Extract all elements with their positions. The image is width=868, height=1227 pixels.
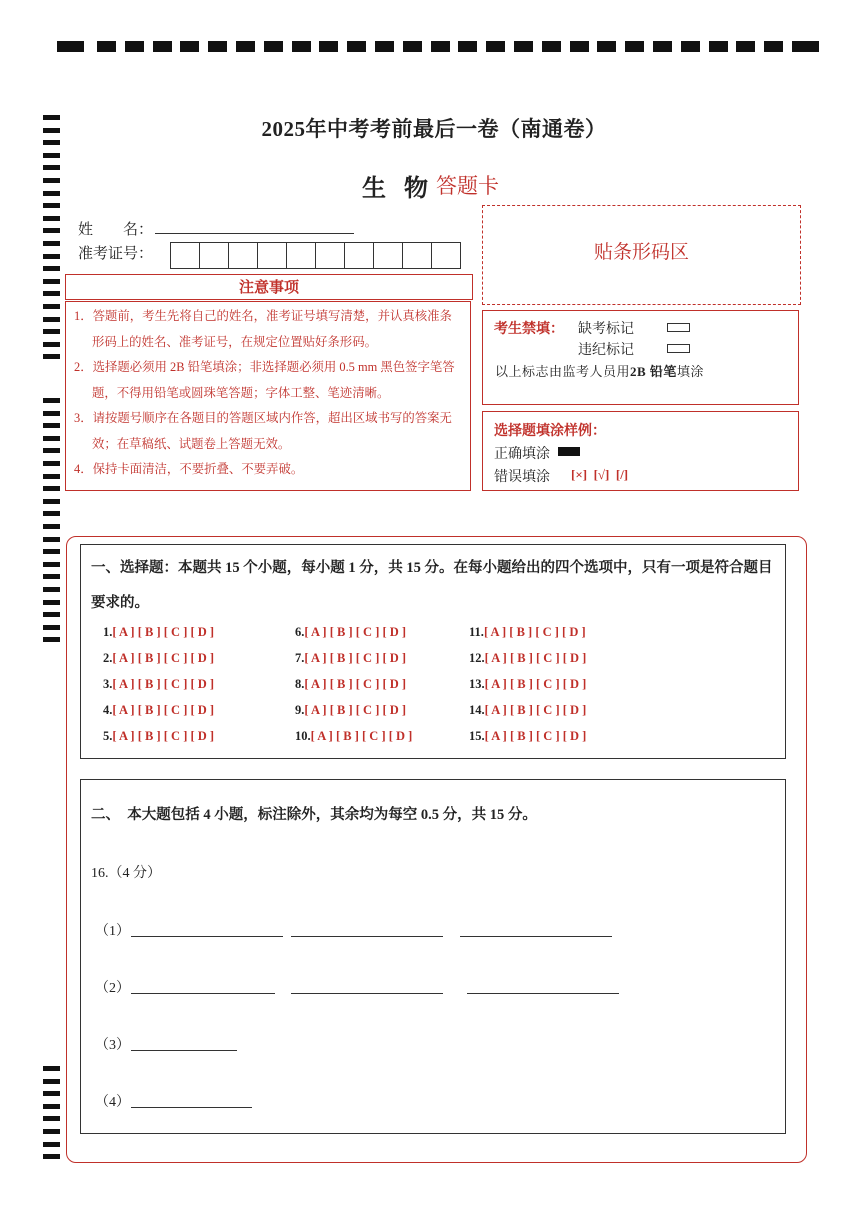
question-16-label: 16.（4 分） [91, 866, 161, 881]
timing-mark [764, 41, 783, 52]
timing-mark [43, 1066, 60, 1071]
timing-mark [97, 41, 116, 52]
timing-mark [43, 279, 60, 284]
timing-mark [43, 165, 60, 170]
choice-question-3[interactable] [103, 677, 214, 692]
timing-mark [153, 41, 172, 52]
fill-sample-box [482, 411, 799, 491]
question-number: 7. [295, 651, 305, 665]
timing-mark [43, 1104, 60, 1109]
timing-mark [236, 41, 255, 52]
timing-mark [43, 511, 60, 516]
timing-mark [542, 41, 561, 52]
timing-mark [57, 41, 84, 52]
choice-question-2[interactable] [103, 651, 214, 666]
correct-fill-label: 正确填涂 [494, 447, 550, 462]
timing-mark [43, 228, 60, 233]
choice-question-14[interactable] [469, 703, 586, 718]
notice-item: 1．答题前，考生先将自己的姓名，准考证号填写清楚，并认真核准条形码上的姓名、准考证号，在规定位置贴好条形码。 [74, 309, 452, 349]
sample-title: 选择题填涂样例： [494, 423, 606, 439]
id-label: 准考证号： [78, 246, 154, 262]
note-bold: 2B 铅笔 [630, 364, 677, 379]
timing-mark [43, 1129, 60, 1134]
timing-mark [125, 41, 144, 52]
id-digit-box[interactable] [402, 242, 432, 269]
timing-mark [43, 587, 60, 592]
answer-blank[interactable] [467, 992, 619, 994]
option-bubbles[interactable]: [ A ] [ B ] [ C ] [ D ] [112, 677, 215, 691]
timing-mark [43, 1091, 60, 1096]
question-number: 11. [469, 625, 484, 639]
forbidden-note [495, 361, 704, 380]
violation-label: 违纪标记 [578, 343, 634, 358]
notice-item: 3．请按题号顺序在各题目的答题区域内作答，超出区域书写的答案无效；在草稿纸、试题卷上答题无效。 [74, 411, 452, 451]
choice-question-12[interactable] [469, 651, 586, 666]
question-number: 1. [103, 625, 113, 639]
timing-mark [43, 524, 60, 529]
choice-question-6[interactable] [295, 625, 406, 640]
timing-mark [43, 600, 60, 605]
question-number: 15. [469, 729, 485, 743]
section1-heading: 一、选择题：本题共 15 个小题，每小题 1 分，共 15 分。在每小题给出的四个选项中，只有一项是符合题目要求的。 [91, 560, 773, 611]
id-digit-box[interactable] [373, 242, 403, 269]
absent-label: 缺考标记 [578, 322, 634, 337]
barcode-area: 贴条形码区 [482, 205, 801, 305]
timing-mark [264, 41, 283, 52]
name-field[interactable] [155, 233, 354, 234]
timing-mark [43, 354, 60, 359]
timing-mark [43, 499, 60, 504]
notice-item: 2．选择题必须用 2B 铅笔填涂；非选择题必须用 0.5 mm 黑色签字笔答题，不得用铅笔或圆珠笔答题；字体工整、笔迹清晰。 [74, 360, 455, 400]
option-bubbles[interactable]: [ A ] [ B ] [ C ] [ D ] [304, 677, 407, 691]
timing-mark [43, 1079, 60, 1084]
left-timing-marks-middle [43, 398, 60, 658]
choice-question-8[interactable] [295, 677, 406, 692]
question-number: 3. [103, 677, 113, 691]
answer-blank[interactable] [131, 935, 283, 937]
section2-heading: 二、 本大题包括 4 小题，标注除外，其余均为每空 0.5 分，共 15 分。 [91, 807, 537, 823]
timing-mark [43, 1142, 60, 1147]
timing-mark [319, 41, 338, 52]
question-number: 4. [103, 703, 113, 717]
timing-mark [403, 41, 422, 52]
option-bubbles[interactable]: [ A ] [ B ] [ C ] [ D ] [112, 729, 215, 743]
timing-mark [43, 549, 60, 554]
timing-mark [43, 423, 60, 428]
timing-mark [736, 41, 755, 52]
timing-mark [43, 203, 60, 208]
timing-mark [43, 537, 60, 542]
choice-question-4[interactable] [103, 703, 214, 718]
timing-mark [43, 317, 60, 322]
question-number: 9. [295, 703, 305, 717]
timing-mark [431, 41, 450, 52]
id-digit-box[interactable] [170, 242, 200, 269]
timing-mark [180, 41, 199, 52]
option-bubbles[interactable]: [ A ] [ B ] [ C ] [ D ] [310, 729, 413, 743]
timing-mark [514, 41, 533, 52]
absent-mark-box[interactable] [667, 323, 690, 332]
timing-mark [43, 411, 60, 416]
timing-mark [681, 41, 700, 52]
notice-item: 4．保持卡面清洁，不要折叠、不要弄破。 [74, 462, 304, 476]
part-2-label: （2） [95, 981, 130, 996]
violation-mark-box[interactable] [667, 344, 690, 353]
choice-question-15[interactable] [469, 729, 586, 744]
timing-mark [43, 304, 60, 309]
part-4-label: （4） [95, 1095, 130, 1110]
answer-blank[interactable] [291, 935, 443, 937]
option-bubbles[interactable]: [ A ] [ B ] [ C ] [ D ] [304, 651, 407, 665]
part-3-label: （3） [95, 1038, 130, 1053]
notice-body [65, 301, 471, 491]
left-timing-marks-bottom [43, 1066, 60, 1166]
timing-mark [653, 41, 672, 52]
wrong-fill-label: 错误填涂 [494, 470, 550, 485]
option-bubbles[interactable]: [ A ] [ B ] [ C ] [ D ] [483, 625, 586, 639]
question-number: 10. [295, 729, 311, 743]
question-number: 2. [103, 651, 113, 665]
timing-mark [43, 461, 60, 466]
option-bubbles[interactable]: [ A ] [ B ] [ C ] [ D ] [484, 651, 587, 665]
left-timing-marks-top [43, 115, 60, 370]
exam-title: 2025年中考考前最后一卷（南通卷） [261, 117, 607, 141]
timing-mark [43, 1154, 60, 1159]
answer-blank[interactable] [460, 935, 612, 937]
id-digit-box[interactable] [344, 242, 374, 269]
wrong-fill-marks: [×] [√] [/] [571, 467, 629, 482]
timing-mark [43, 254, 60, 259]
note-suffix: 填涂 [676, 364, 704, 379]
part-1-label: （1） [95, 924, 130, 939]
timing-mark [43, 291, 60, 296]
subject-name: 生 物 [362, 176, 434, 202]
option-bubbles[interactable]: [ A ] [ B ] [ C ] [ D ] [484, 729, 587, 743]
notice-title: 注意事项 [65, 274, 473, 300]
id-digit-box[interactable] [228, 242, 258, 269]
timing-mark [43, 153, 60, 158]
timing-mark [625, 41, 644, 52]
question-number: 12. [469, 651, 485, 665]
timing-mark [292, 41, 311, 52]
timing-mark [597, 41, 616, 52]
section-multiple-choice [80, 544, 786, 759]
timing-mark [43, 574, 60, 579]
choice-question-10[interactable] [295, 729, 412, 744]
option-bubbles[interactable]: [ A ] [ B ] [ C ] [ D ] [112, 625, 215, 639]
id-digit-box[interactable] [315, 242, 345, 269]
answer-card-label: 答题卡 [436, 174, 499, 198]
timing-mark [375, 41, 394, 52]
name-label: 姓 名： [78, 222, 154, 238]
answer-blank[interactable] [131, 1049, 237, 1051]
answer-blank[interactable] [131, 1106, 252, 1108]
timing-mark [43, 342, 60, 347]
choice-question-9[interactable] [295, 703, 406, 718]
choice-question-5[interactable] [103, 729, 214, 744]
correct-fill-mark [558, 447, 580, 456]
option-bubbles[interactable]: [ A ] [ B ] [ C ] [ D ] [484, 677, 587, 691]
answer-blank[interactable] [131, 992, 275, 994]
question-number: 8. [295, 677, 305, 691]
forbidden-title: 考生禁填： [494, 321, 564, 337]
question-number: 6. [295, 625, 305, 639]
timing-mark [43, 191, 60, 196]
option-bubbles[interactable]: [ A ] [ B ] [ C ] [ D ] [484, 703, 587, 717]
timing-mark [347, 41, 366, 52]
timing-mark [43, 448, 60, 453]
section-free-response [80, 779, 786, 1134]
timing-mark [458, 41, 477, 52]
timing-mark [43, 562, 60, 567]
timing-mark [43, 266, 60, 271]
option-bubbles[interactable]: [ A ] [ B ] [ C ] [ D ] [112, 651, 215, 665]
timing-mark [43, 637, 60, 642]
timing-mark [43, 216, 60, 221]
top-timing-marks [57, 41, 819, 55]
question-number: 14. [469, 703, 485, 717]
timing-mark [43, 1116, 60, 1121]
timing-mark [43, 486, 60, 491]
question-number: 5. [103, 729, 113, 743]
id-digit-box[interactable] [286, 242, 316, 269]
question-number: 13. [469, 677, 485, 691]
choice-question-1[interactable] [103, 625, 214, 640]
timing-mark [43, 241, 60, 246]
option-bubbles[interactable]: [ A ] [ B ] [ C ] [ D ] [304, 703, 407, 717]
timing-mark [43, 625, 60, 630]
option-bubbles[interactable]: [ A ] [ B ] [ C ] [ D ] [304, 625, 407, 639]
choice-question-7[interactable] [295, 651, 406, 666]
timing-mark [792, 41, 819, 52]
forbidden-fill-box [482, 310, 799, 405]
id-digit-box[interactable] [257, 242, 287, 269]
note-prefix: 以上标志由监考人员用 [495, 364, 631, 379]
timing-mark [43, 612, 60, 617]
timing-mark [570, 41, 589, 52]
timing-mark [43, 398, 60, 403]
timing-mark [208, 41, 227, 52]
timing-mark [709, 41, 728, 52]
timing-mark [43, 178, 60, 183]
timing-mark [43, 436, 60, 441]
timing-mark [486, 41, 505, 52]
id-digit-box[interactable] [431, 242, 461, 269]
id-digit-box[interactable] [199, 242, 229, 269]
timing-mark [43, 329, 60, 334]
choice-question-13[interactable] [469, 677, 586, 692]
timing-mark [43, 474, 60, 479]
answer-blank[interactable] [291, 992, 443, 994]
choice-question-11[interactable] [469, 625, 586, 640]
exam-id-boxes[interactable] [171, 242, 461, 269]
option-bubbles[interactable]: [ A ] [ B ] [ C ] [ D ] [112, 703, 215, 717]
